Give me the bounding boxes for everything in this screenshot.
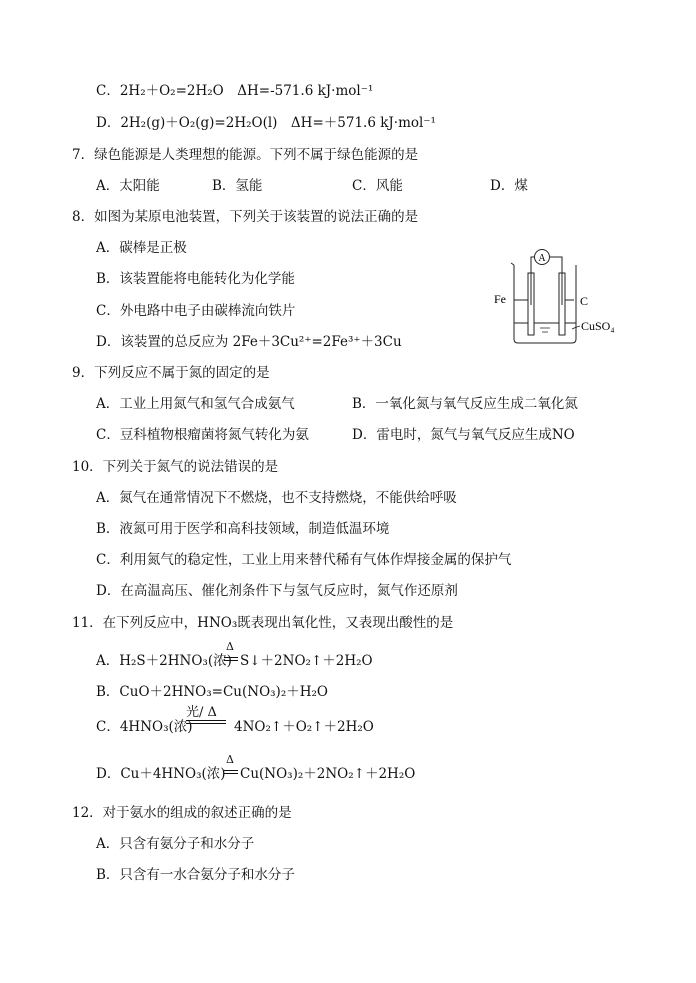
q11-option-d-lhs: D．Cu＋4HNO₃(浓): [96, 766, 226, 782]
question-9-stem: 9．下列反应不属于氮的固定的是: [72, 365, 270, 381]
cuso4-label: CuSO₄: [581, 319, 615, 333]
q8-option-b: B．该装置能将电能转化为化学能: [96, 271, 295, 287]
q9-option-a: A．工业上用氮气和氢气合成氨气: [96, 396, 295, 412]
option-d-line: D．2H₂(g)＋O₂(g)=2H₂O(l) ΔH=＋571.6 kJ·mol⁻¹: [96, 115, 436, 131]
q11-option-a-lhs: A．H₂S＋2HNO₃(浓): [96, 653, 232, 669]
q11-option-a-rhs: S↓＋2NO₂↑＋2H₂O: [240, 653, 373, 669]
q9-option-c: C．豆科植物根瘤菌将氮气转化为氨: [96, 427, 309, 443]
q12-option-b: B．只含有一水合氨分子和水分子: [96, 867, 295, 883]
q10-option-a: A．氮气在通常情况下不燃烧，也不支持燃烧，不能供给呼吸: [96, 490, 457, 506]
q7-option-a: A．太阳能: [96, 178, 160, 194]
question-8-stem: 8．如图为某原电池装置，下列关于该装置的说法正确的是: [72, 209, 419, 225]
beaker: [514, 265, 576, 343]
q11-option-c-lhs: C．4HNO₃(浓): [96, 719, 193, 735]
question-11-stem: 11．在下列反应中，HNO₃既表现出氧化性，又表现出酸性的是: [72, 615, 454, 631]
ammeter-label: A: [538, 253, 546, 264]
q8-option-c: C．外电路中电子由碳棒流向铁片: [96, 303, 296, 319]
q11-a-condition: Δ: [226, 640, 234, 653]
q10-option-d: D．在高温高压、催化剂条件下与氢气反应时，氮气作还原剂: [96, 583, 458, 599]
q8-option-a: A．碳棒是正极: [96, 240, 187, 256]
question-10-stem: 10．下列关于氮气的说法错误的是: [72, 459, 279, 475]
q7-option-c: C．风能: [352, 178, 403, 194]
galvanic-cell-figure: [494, 243, 624, 351]
q11-option-c-rhs: 4NO₂↑＋O₂↑＋2H₂O: [234, 719, 374, 735]
q11-option-b: B．CuO＋2HNO₃=Cu(NO₃)₂＋H₂O: [96, 684, 328, 700]
c-label: C: [580, 294, 589, 308]
question-7-stem: 7．绿色能源是人类理想的能源。下列不属于绿色能源的是: [72, 147, 419, 163]
q11-c-condition: 光/ Δ: [186, 705, 217, 720]
fe-label: Fe: [494, 292, 506, 306]
q7-option-d: D．煤: [490, 178, 528, 194]
q9-option-b: B．一氧化氮与氧气反应生成二氧化氮: [352, 396, 578, 412]
option-c-line: C．2H₂＋O₂=2H₂O ΔH=-571.6 kJ·mol⁻¹: [96, 83, 374, 99]
q7-option-b: B．氢能: [212, 178, 263, 194]
q11-d-condition: Δ: [226, 753, 234, 766]
q11-option-d-rhs: Cu(NO₃)₂＋2NO₂↑＋2H₂O: [240, 766, 416, 782]
question-12-stem: 12．对于氨水的组成的叙述正确的是: [72, 805, 292, 821]
q9-option-d: D．雷电时，氮气与氧气反应生成NO: [352, 427, 575, 443]
q12-option-a: A．只含有氨分子和水分子: [96, 836, 255, 852]
q10-option-b: B．液氮可用于医学和高科技领域，制造低温环境: [96, 521, 390, 537]
q8-option-d: D．该装置的总反应为 2Fe＋3Cu²⁺=2Fe³⁺＋3Cu: [96, 334, 402, 350]
q10-option-c: C．利用氮气的稳定性，工业上用来替代稀有气体作焊接金属的保护气: [96, 552, 512, 568]
